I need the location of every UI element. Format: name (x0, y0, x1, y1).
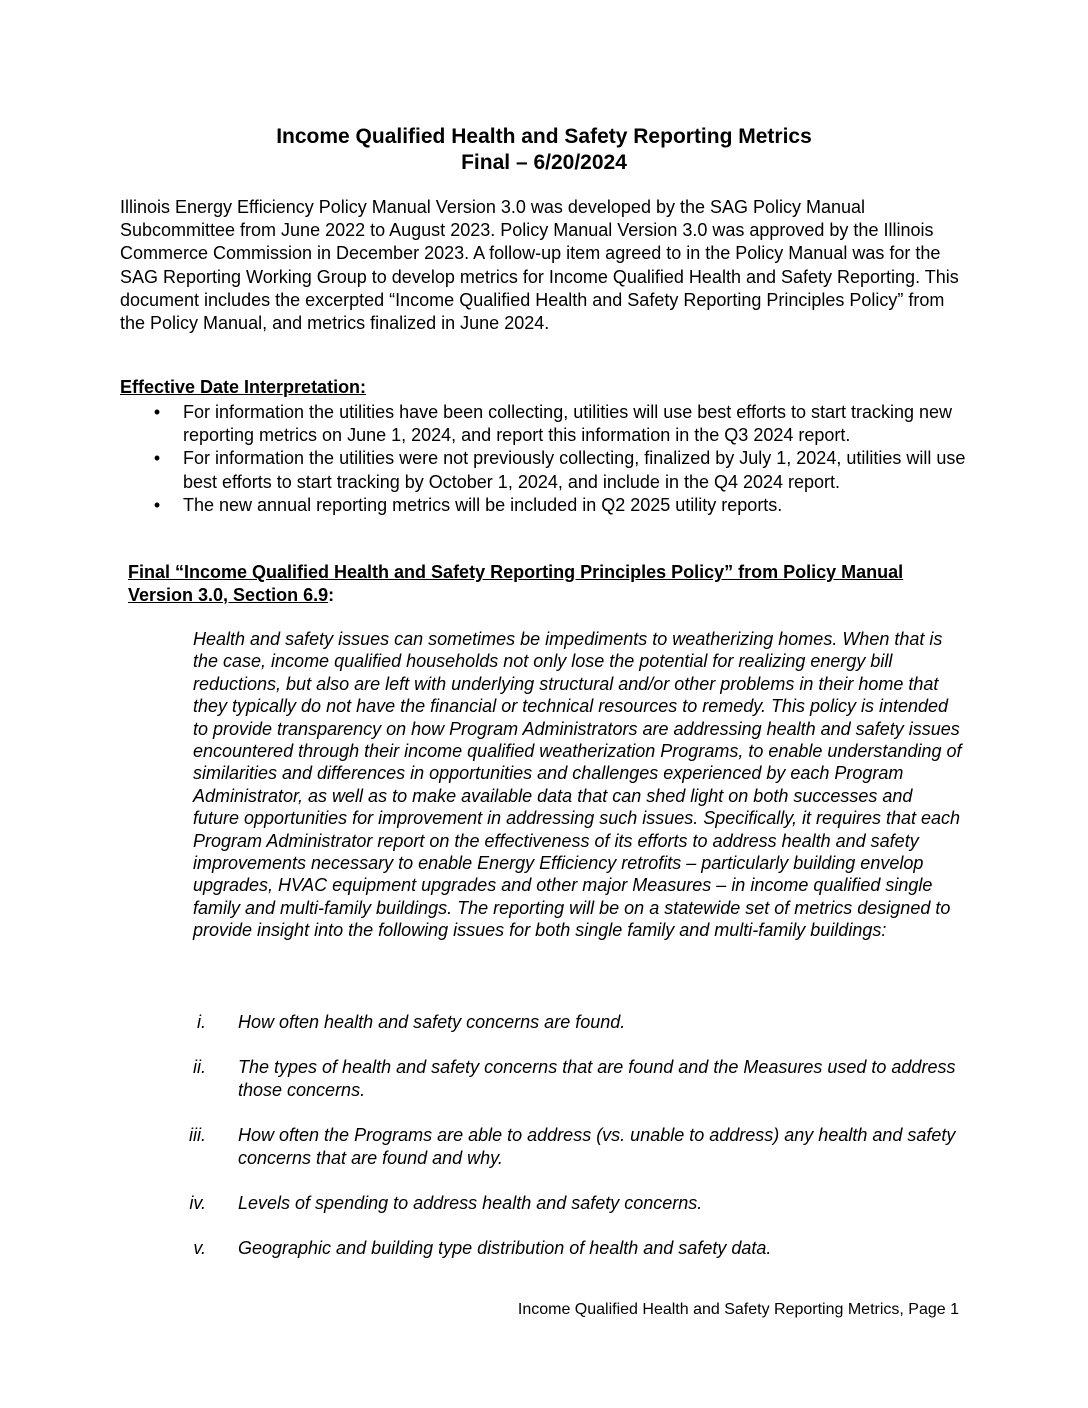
list-item (150, 1192, 970, 1214)
policy-excerpt: Health and safety issues can sometimes be impediments to weatherizing homes. When that is the case, income qualified households not only lose the potential for realizing energy bill reductions, but also are left with underlying structural and/or other problems in their home that they typically do not have the financial or technical resources to remedy. This policy is intended to provide transparency on how Program Administrators are addressing health and safety issues encountered through their income qualified weatherization Programs, to enable understanding of similarities and differences in opportunities and challenges experienced by each Program Administrator, as well as to make available data that can shed light on both successes and future opportunities for improvement in addressing such issues. Specifically, it requires that each Program Administrator report on the effectiveness of its efforts to address health and safety improvements necessary to enable Energy Efficiency retrofits – particularly building envelop upgrades, HVAC equipment upgrades and other major Measures – in income qualified single family and multi-family buildings. The reporting will be on a statewide set of metrics designed to provide insight into the following issues for both single family and multi-family buildings: (193, 629, 962, 941)
document-subtitle: Final – 6/20/2024 (461, 151, 627, 174)
list-item-text: For information the utilities were not previously collecting, finalized by July 1, 2024, utilities will use best efforts to start tracking by October 1, 2024, and include in the Q4 2024 report. (183, 448, 966, 492)
bullet-icon: • (153, 402, 161, 422)
bullet-icon: • (153, 494, 161, 515)
policy-heading-colon: : (328, 585, 335, 605)
bullet-icon: • (153, 448, 161, 469)
list-item-text: How often health and safety concerns are found. (238, 1012, 626, 1032)
list-item (120, 401, 980, 447)
list-item-number: v. (193, 1238, 206, 1259)
list-item-text: How often the Programs are able to address (vs. unable to address) any health and safety concerns that are found and why. (238, 1125, 956, 1168)
list-item-number: iii. (189, 1125, 206, 1146)
list-item (150, 1011, 970, 1033)
document-title: Income Qualified Health and Safety Reporting Metrics (276, 125, 812, 148)
policy-heading (128, 561, 928, 607)
list-item-text: The new annual reporting metrics will be included in Q2 2025 utility reports. (183, 494, 783, 515)
issues-list (150, 1011, 970, 1283)
list-item-text: The types of health and safety concerns that are found and the Measures used to address those concerns. (238, 1057, 956, 1100)
list-item-number: i. (197, 1012, 206, 1032)
list-item-text: Levels of spending to address health and safety concerns. (238, 1193, 703, 1214)
page-footer: Income Qualified Health and Safety Reporting Metrics, Page 1 (517, 1301, 959, 1318)
policy-heading-text: Final “Income Qualified Health and Safety Reporting Principles Policy” from Policy Manual Version 3.0, Section 6.9 (128, 562, 904, 605)
list-item (150, 1237, 970, 1259)
list-item (120, 447, 980, 493)
effective-date-list (120, 401, 980, 517)
effective-date-heading: Effective Date Interpretation: (120, 377, 367, 397)
list-item (150, 1056, 970, 1101)
intro-paragraph: Illinois Energy Efficiency Policy Manual Version 3.0 was developed by the SAG Policy Manual Subcommittee from June 2022 to August 2023. Policy Manual Version 3.0 was approved by the Illinois Commerce Commission in December 2023. A follow-up item agreed to in the Policy Manual was for the SAG Reporting Working Group to develop metrics for Income Qualified Health and Safety Reporting. This document includes the excerpted “Income Qualified Health and Safety Reporting Principles Policy” from the Policy Manual, and metrics finalized in June 2024. (120, 197, 959, 334)
list-item (150, 1124, 970, 1169)
list-item-number: iv. (189, 1193, 206, 1214)
list-item-text: For information the utilities have been collecting, utilities will use best efforts to start tracking new reporting metrics on June 1, 2024, and report this information in the Q3 2024 report. (183, 402, 953, 446)
list-item-number: ii. (193, 1057, 206, 1078)
list-item (120, 494, 980, 517)
list-item-text: Geographic and building type distribution of health and safety data. (238, 1238, 772, 1259)
